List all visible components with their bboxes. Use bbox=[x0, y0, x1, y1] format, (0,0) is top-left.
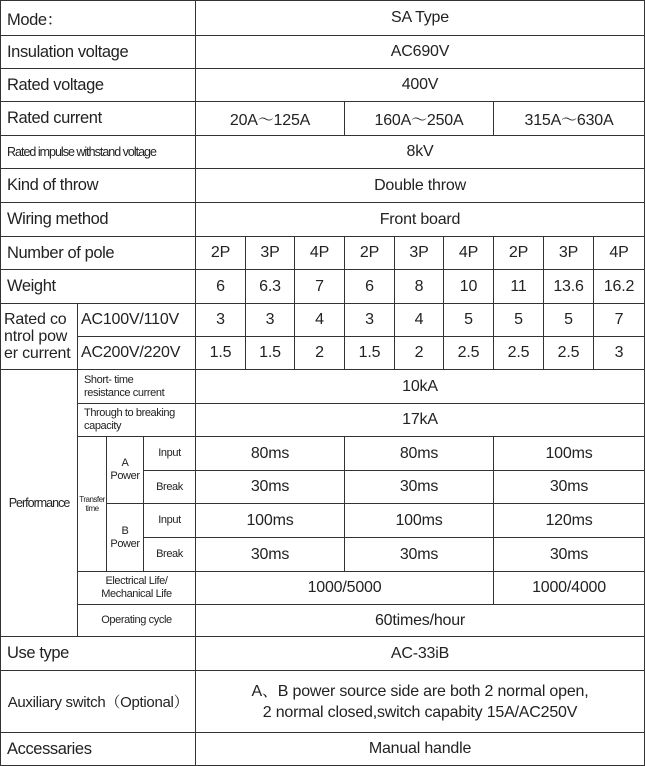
rated-current-label-text: Rated current bbox=[7, 109, 102, 127]
b-break-label-text: Break bbox=[156, 548, 183, 560]
a-break-value bbox=[344, 470, 494, 504]
control-cell bbox=[294, 336, 345, 370]
weight-cell bbox=[394, 269, 444, 304]
pole-cell bbox=[493, 236, 544, 270]
auxiliary-switch-value bbox=[195, 670, 645, 733]
b-input-value bbox=[344, 503, 494, 538]
mode-value bbox=[195, 0, 645, 36]
pole-cell bbox=[394, 236, 444, 270]
b-break-value-text: 30ms bbox=[250, 545, 290, 563]
control-cell bbox=[195, 336, 246, 370]
pole-cell bbox=[443, 236, 494, 270]
short-time-label bbox=[77, 369, 196, 404]
pole-cell bbox=[294, 236, 345, 270]
pole-cell bbox=[195, 236, 246, 270]
weight-cell-text: 6 bbox=[365, 277, 374, 295]
operating-cycle-value-text: 60times/hour bbox=[374, 611, 466, 629]
control-row-label bbox=[77, 303, 196, 337]
pole-cell-text: 2P bbox=[508, 244, 529, 261]
control-cell-text: 5 bbox=[564, 311, 573, 328]
b-break-value-text: 30ms bbox=[399, 545, 439, 563]
kind-of-throw-label bbox=[0, 168, 196, 203]
life-value bbox=[195, 571, 494, 605]
performance-label bbox=[0, 369, 78, 637]
a-break-value-text: 30ms bbox=[549, 478, 589, 495]
a-input-value bbox=[344, 436, 494, 471]
control-cell bbox=[593, 303, 645, 337]
a-power-label-text: A Power bbox=[110, 457, 140, 482]
pole-cell-text: 4P bbox=[609, 244, 629, 261]
auxiliary-switch-value-text: A、B power source side are both 2 normal open, 2 normal closed,switch capabity 15A/AC250V bbox=[251, 682, 589, 721]
life-label-text: Electrical Life/ Mechanical Life bbox=[101, 575, 172, 600]
a-break-value-text: 30ms bbox=[250, 478, 290, 495]
b-input-value-text: 100ms bbox=[246, 511, 294, 529]
insulation-voltage-value-text: AC690V bbox=[390, 43, 450, 60]
pole-cell-text: 4P bbox=[458, 244, 479, 261]
b-input-value-text: 120ms bbox=[545, 511, 593, 529]
pole-cell bbox=[593, 236, 645, 270]
rated-voltage-value bbox=[195, 68, 645, 102]
b-input-value bbox=[493, 503, 645, 538]
pole-cell bbox=[245, 236, 295, 270]
control-cell-text: 5 bbox=[514, 311, 523, 328]
b-power-label bbox=[106, 503, 144, 572]
control-cell bbox=[443, 303, 494, 337]
rated-voltage-value-text: 400V bbox=[401, 76, 439, 93]
a-break-label bbox=[143, 470, 196, 504]
operating-cycle-label-text: Operating cycle bbox=[101, 614, 172, 626]
kind-of-throw-value bbox=[195, 168, 645, 203]
rated-current-range bbox=[195, 101, 345, 136]
pole-cell-text: 3P bbox=[260, 244, 280, 261]
life-label bbox=[77, 571, 196, 605]
control-cell bbox=[344, 336, 395, 370]
mode-label-text: Mode： bbox=[7, 11, 63, 29]
weight-cell bbox=[294, 269, 345, 304]
pole-cell-text: 2P bbox=[359, 244, 380, 261]
control-power-label bbox=[0, 303, 78, 370]
control-cell-text: 7 bbox=[614, 311, 624, 328]
wiring-method-value bbox=[195, 202, 645, 237]
weight-label-text: Weight bbox=[7, 277, 56, 295]
b-input-value bbox=[195, 503, 345, 538]
control-cell bbox=[543, 336, 594, 370]
operating-cycle-label bbox=[77, 604, 196, 637]
b-break-value bbox=[195, 537, 345, 572]
wiring-method-value-text: Front board bbox=[379, 210, 461, 228]
control-power-label-text: Rated co ntrol pow er current bbox=[4, 311, 71, 362]
short-time-value bbox=[195, 369, 645, 404]
use-type-label-text: Use type bbox=[7, 644, 69, 662]
control-cell-text: 2.5 bbox=[557, 344, 580, 361]
weight-label bbox=[0, 269, 196, 304]
wiring-method-label-text: Wiring method bbox=[7, 210, 109, 228]
rated-impulse-value-text: 8kV bbox=[406, 143, 434, 160]
rated-current-range-text: 315A～630A bbox=[524, 112, 614, 129]
weight-cell-text: 11 bbox=[510, 277, 527, 295]
use-type-value bbox=[195, 636, 645, 671]
mode-label bbox=[0, 0, 196, 36]
breaking-capacity-value-text: 17kA bbox=[402, 411, 438, 428]
rated-current-range bbox=[493, 101, 645, 136]
weight-cell-text: 6 bbox=[216, 277, 225, 295]
control-cell bbox=[344, 303, 395, 337]
b-break-value-text: 30ms bbox=[549, 545, 589, 563]
breaking-capacity-label bbox=[77, 403, 196, 437]
control-cell bbox=[593, 336, 645, 370]
rated-voltage-label-text: Rated voltage bbox=[7, 75, 104, 94]
insulation-voltage-label-text: Insulation voltage bbox=[7, 42, 129, 61]
control-cell-text: 2.5 bbox=[457, 344, 480, 361]
control-cell-text: 2.5 bbox=[507, 344, 530, 361]
control-cell bbox=[245, 303, 295, 337]
control-cell bbox=[493, 336, 544, 370]
b-break-label bbox=[143, 537, 196, 572]
rated-impulse-label bbox=[0, 135, 196, 169]
rated-impulse-value bbox=[195, 135, 645, 169]
a-input-value bbox=[195, 436, 345, 471]
a-break-value bbox=[493, 470, 645, 504]
breaking-capacity-value bbox=[195, 403, 645, 437]
transfer-time-label bbox=[77, 436, 107, 572]
control-cell-text: 1.5 bbox=[209, 344, 232, 361]
a-input-label bbox=[143, 436, 196, 471]
weight-cell bbox=[195, 269, 246, 304]
accessaries-label-text: Accessaries bbox=[7, 739, 92, 758]
b-break-value bbox=[344, 537, 494, 572]
insulation-voltage-value bbox=[195, 35, 645, 69]
weight-cell-text: 7 bbox=[315, 277, 324, 295]
use-type-value-text: AC-33iB bbox=[390, 644, 450, 662]
rated-current-range-text: 160A～250A bbox=[374, 112, 464, 129]
control-cell bbox=[394, 336, 444, 370]
weight-cell bbox=[493, 269, 544, 304]
a-break-label-text: Break bbox=[156, 480, 183, 493]
a-break-value bbox=[195, 470, 345, 504]
control-cell-text: 4 bbox=[414, 311, 424, 328]
weight-cell-text: 10 bbox=[459, 277, 478, 295]
weight-cell bbox=[593, 269, 645, 304]
breaking-capacity-label-text: Through to breaking capacity bbox=[84, 407, 175, 432]
control-row-label-text: AC100V/110V bbox=[81, 311, 180, 328]
control-cell bbox=[443, 336, 494, 370]
control-cell bbox=[294, 303, 345, 337]
control-cell bbox=[493, 303, 544, 337]
kind-of-throw-value-text: Double throw bbox=[374, 176, 466, 194]
a-input-label-text: Input bbox=[158, 447, 181, 459]
control-cell-text: 5 bbox=[464, 311, 473, 328]
pole-cell bbox=[543, 236, 594, 270]
b-power-label-text: B Power bbox=[110, 524, 140, 550]
control-row-label-text: AC200V/220V bbox=[81, 344, 181, 361]
rated-impulse-label-text: Rated impulse withstand voltage bbox=[7, 145, 156, 159]
control-cell-text: 2 bbox=[414, 344, 424, 361]
short-time-label-text: Short- time resistance current bbox=[84, 373, 165, 399]
life-value-text: 1000/5000 bbox=[307, 579, 382, 596]
a-power-label bbox=[106, 436, 144, 504]
accessaries-value bbox=[195, 732, 645, 766]
number-of-pole-label bbox=[0, 236, 196, 270]
use-type-label bbox=[0, 636, 196, 671]
kind-of-throw-label-text: Kind of throw bbox=[7, 176, 99, 194]
pole-cell-text: 3P bbox=[558, 244, 579, 261]
performance-label-text: Performance bbox=[8, 496, 70, 510]
weight-cell bbox=[443, 269, 494, 304]
auxiliary-switch-label-text: Auxiliary switch（Optional） bbox=[7, 694, 189, 711]
rated-current-range bbox=[344, 101, 494, 136]
operating-cycle-value bbox=[195, 604, 645, 637]
control-cell bbox=[394, 303, 444, 337]
control-cell-text: 3 bbox=[614, 344, 624, 361]
control-cell bbox=[245, 336, 295, 370]
b-input-label bbox=[143, 503, 196, 538]
transfer-time-label-text: Transfer time bbox=[79, 495, 105, 513]
b-input-label-text: Input bbox=[158, 514, 181, 526]
a-break-value-text: 30ms bbox=[399, 478, 439, 495]
insulation-voltage-label bbox=[0, 35, 196, 69]
rated-current-range-text: 20A～125A bbox=[229, 112, 311, 129]
auxiliary-switch-label bbox=[0, 670, 196, 733]
a-input-value-text: 100ms bbox=[545, 444, 593, 462]
weight-cell-text: 8 bbox=[414, 277, 424, 295]
control-cell-text: 3 bbox=[265, 311, 275, 328]
number-of-pole-label-text: Number of pole bbox=[7, 243, 115, 262]
pole-cell-text: 3P bbox=[409, 244, 429, 261]
weight-cell bbox=[344, 269, 395, 304]
pole-cell-text: 2P bbox=[210, 244, 231, 261]
control-cell-text: 4 bbox=[315, 311, 324, 328]
control-cell-text: 1.5 bbox=[259, 344, 281, 361]
weight-cell-text: 13.6 bbox=[553, 277, 584, 295]
accessaries-value-text: Manual handle bbox=[368, 740, 472, 757]
control-cell bbox=[543, 303, 594, 337]
rated-voltage-label bbox=[0, 68, 196, 102]
weight-cell-text: 6.3 bbox=[259, 277, 281, 295]
control-cell-text: 3 bbox=[365, 311, 374, 328]
b-break-value bbox=[493, 537, 645, 572]
b-input-value-text: 100ms bbox=[395, 511, 443, 529]
pole-cell bbox=[344, 236, 395, 270]
weight-cell-text: 16.2 bbox=[603, 277, 635, 295]
control-row-label bbox=[77, 336, 196, 370]
life-value bbox=[493, 571, 645, 605]
life-value-text: 1000/4000 bbox=[532, 579, 606, 596]
control-cell-text: 3 bbox=[216, 311, 225, 328]
short-time-value-text: 10kA bbox=[402, 377, 438, 395]
a-input-value-text: 80ms bbox=[399, 444, 439, 462]
weight-cell bbox=[245, 269, 295, 304]
control-cell-text: 1.5 bbox=[358, 344, 381, 361]
accessaries-label bbox=[0, 732, 196, 766]
a-input-value-text: 80ms bbox=[250, 444, 290, 462]
weight-cell bbox=[543, 269, 594, 304]
a-input-value bbox=[493, 436, 645, 471]
wiring-method-label bbox=[0, 202, 196, 237]
rated-current-label bbox=[0, 101, 196, 136]
pole-cell-text: 4P bbox=[309, 244, 330, 261]
control-cell-text: 2 bbox=[315, 344, 324, 361]
control-cell bbox=[195, 303, 246, 337]
mode-value-text: SA Type bbox=[391, 9, 449, 26]
